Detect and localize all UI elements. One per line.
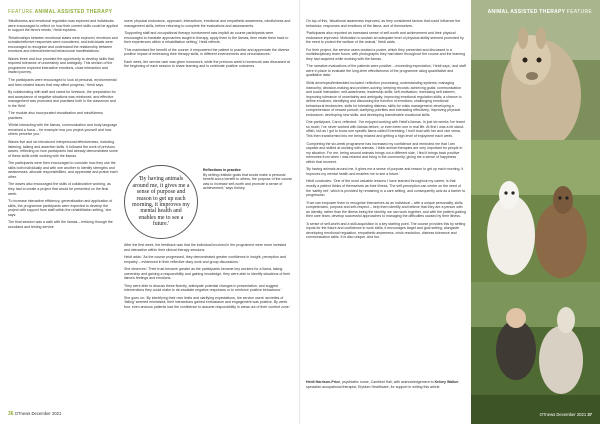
section-label: FEATURE [8,9,34,15]
article-column-2-top [124,19,292,72]
llama-photo-strip [471,0,600,424]
page-number-right: 37 [587,412,592,417]
paragraph: 'Completing the six-week programme has increased my confidence and reminded me that I am capable and skilled at working with animals. I think animal therapies are very important for people in my situation. For me, being around animals brings out a different side, I find it brings back positive memories from when I was relaxed and living in the community, giving me a sense of happiness within that moment. [306,141,463,164]
photo-two-llamas [471,140,600,282]
paragraph: 'Participants also reported an increased sense of self-worth and achievement and their physical endurance improved. Motivation to sustain an adequate level of physical ability seemed promoted by the need to protect the welfare of the animal,' Heidi adds. [306,31,464,45]
paragraph: By collaborating with staff and cared-for livestock, the preparation for and acceptance of negative situations was reinforced, and effective management was promoted and practised both in the classroom and in the 'field'. [8,90,116,108]
paragraph: 'By having animals around me, it gives me a sense of purpose and reason to get up each morning, it improves my mental health and enables me to see a future.' [306,167,464,176]
reflections-title: Reflections in practice [203,168,241,172]
paragraph: 'The participants were encouraged to look at personal, environmental and farm-related issues that may affect progress,' Heidi says. [8,78,117,87]
article-column-3 [306,19,466,243]
co-author-name: Kelsey Walker [434,380,459,384]
paragraph: The final session was a walk with the llamas – trekking through the woodland and testing service [8,220,113,229]
reflections-text: By setting realistic goals that would make a personal benefit and a benefit to others, the purpose of the course was to increase self-worth and promote a sense of achievement,' says Kelsey. [203,172,293,191]
photo-llama-closeup [471,0,600,150]
right-page-header [488,9,592,15]
page-number-left: 36 [8,411,14,417]
paragraph: 'Whilst interacting with the llamas, communication and body language remained a focus – for example how you project yourself and how others perceive you.' [8,123,118,137]
paragraph: The participants were then encouraged to consider how they use the skills both individually and with one another to identify strengths and weaknesses, allocate responsibilities, and appreciate and praise each other. [8,161,118,179]
page-gutter [299,0,301,424]
paragraph: Heidi concludes: 'One of the most valuable lessons I have learned throughout my career, is that mostly a patient thinks of themselves as their illness. The self-perception can centre on the need of the 'safety net', which is provided by remaining in a care setting, and consequently acts as a barrier to progression. [306,179,466,198]
paragraph: Waves three and four provided the opportunity to develop skills that required tolerance of uncertainty and ambiguity. This section of the programme explored interactive emotions, close interaction and inward journey. [8,56,114,75]
paragraph: One participant, Carol, reflected: 'I've enjoyed working with Heidi's llamas. In just six weeks I've learnt so much; I've never worked with llamas before, or even been one in real life. At first I was a bit stand-offish, but as I got to know one specific llama called Everesting, I built trust with her and vice versa. This then transformed into me being relaxed and getting a high level of enjoyment each week. [306,120,465,139]
publication-left: OTnews December 2021 [14,411,62,416]
section-label-right: FEATURE [566,9,592,15]
paragraph: 'Mindfulness and emotional regulation was explored and individuals were encouraged to reflect on how their current skills could be applied to support the farm's needs,' Heidi explains. [8,19,118,33]
publication-right: OTnews December 2021 [539,412,587,417]
article-column-2-bottom [124,243,292,313]
paragraph: users' physical endurance, approach, interactions, emotional and empathetic awareness, mindfulness and management skills, before returning to complete the evaluations and assessments. [124,19,291,28]
paragraph: 'The module also incorporated visualisation and mindfulness practices. [8,111,103,120]
paragraph: 'Relationships between emotional states were explored, emotions and somatic/reflexive responses were considered, and individuals were encouraged to recognise and understand the relationship between emotions and internal/external behavioural manifestations.' [8,35,118,54]
author-name: Heidi Harrison-Price [306,380,341,384]
left-page-footer [8,411,61,417]
pull-quote-text: 'By having animals around me, it gives me a sense of purpose and reason to get up each morning, it improves my mental health and enables me to see a future.' [132,176,190,228]
paragraph: 'Supporting staff and occupational therapy involvement was implicit as course participants were encouraged to translate approaches taught in therapy, apply them to the llamas, then relate them back to their experiences within a rehabilitation setting,' Heidi reflects. [124,31,289,45]
paragraph: Waves five and six introduced interpersonal effectiveness, including listening, talking and assertion skills. It followed the work of previous waves, reflecting on how participants had already demonstrated some of these skills while working with the llamas. [8,140,118,158]
llama-photos [471,0,600,424]
paragraph: Each week, the service user was given homework, while the previous week's homework was discussed at the beginning of each session to share learning and to celebrate positive outcomes. [124,59,290,69]
paragraph: 'A sense of self-worth and a skill-acquisition is a key starting point. The course provides this by setting inputs for the future and confidence in work skills, it encourages target and goal setting, alongside developing emotional regulation, empathetic awareness, crisis resolution, distress tolerance and communication skills. It is also unique. And fun.' [306,221,466,240]
feature-title-right: ANIMAL ASSISTED THERAPY [487,9,566,15]
photo-person-with-llama [471,282,600,424]
paragraph: Heidi adds: 'As the course progressed, they demonstrated greater confidence in insight, perception and empathy – evidenced in their reflective diary work and group discussions.' [124,255,286,264]
paragraph: Skills developed/embedded included: reflection processing; understanding systems; managing insecurity; decision-making and problem-solving; keeping records; achieving goals; communication and social interaction; self-awareness; leadership skills; self-motivation; increasing self-esteem; improving tolerance of uncertainty and ambiguity; improving emotional regulation skills; a chance to define emotions; identifying and discussing the function of emotions; challenging emotional behavioural tendencies; skills for tolerating distress; skills for crisis management; developing a comprehension of reward pursuit; clarifying priorities and interacting effectively; improving physical endurance; developing new skills; and developing transferable vocational skills. [306,81,462,117]
paragraph: 'The narrative evaluations of the patients were positive – exceeding expectation,' Heidi says, 'and staff were in place to evaluate the long-term effectiveness of the programme using quantitative and qualitative data.' [306,64,466,78]
paragraph: 'This maximised the benefit of the course: it empowered the patient to practise and appreciate the diverse positive impact of embracing their therapy skills, in different environments and circumstances.' [124,47,290,57]
feature-title: ANIMAL ASSISTED THERAPY [34,9,113,15]
paragraph: She goes on: 'By identifying their own limits and clarifying expectations, the service users' anxieties of 'failing' seemed minimised; their interactions gained enthusiasm and engagement was positive. By week four, even anxious patients had the confidence to assume responsibility in areas out of their comfort zone.' [124,295,291,310]
pull-quote [124,165,198,239]
co-author-bio: , specialist occupational therapist, Elysium Healthcare, for support in writing this article. [306,380,460,389]
reflections-box [203,168,293,194]
paragraph: For their project, the service users created a poster, which they presented and discussed in a multidisciplinary team forum, with photographs they had taken throughout the course and the learning they had acquired while working with the llamas. [306,47,466,61]
paragraph: They were able to discuss these fluently, anticipate potential changes in presentation, and suggest interventions they could make to de-escalate negative responses or to reinforce positive behaviours.' [124,283,282,293]
paragraph: She observes: 'Their trust became greater as the participants became key workers for a llama, taking ownership and gaining a responsibility and gaining knowledge, they were able to identify situations of their llama's feelings and emotions. [124,267,291,281]
paragraph: After the first week, the feedback was that the individual involved in the programme were more invested and interactive within their clinical therapy sessions. [124,243,287,252]
right-page-footer [540,412,592,417]
paragraph: The waves also encouraged the skills of collaborative working, as they had to create a project that would be presented on the final week. [8,182,111,196]
paragraph: 'To increase interactive efficiency, generalisation and application of skills, the programme participants were expected to develop the project with support from staff within the rehabilitation setting,' she says. [8,199,113,217]
author-credit [306,380,466,392]
paragraph: 'If we can empower them to recognise themselves as an individual – with a unique personality, skills, competencies, purpose and self-respect – help them identify and believe that they are a person with an identity, rather than the illness being the identity, we can work together, and with the patient guiding their care team, develop successful approaches to managing the difficulties caused by their illness. [306,200,466,219]
article-column-1 [8,19,118,232]
paragraph: On top of this, 'situational awareness improved, as they considered factors that could influence the behaviour, responses and emotions of the llama, and of themselves. [306,19,461,28]
author-bio: , psychiatric nurse, Camfield Hall, with acknowledgement to [340,380,434,384]
left-page-header [8,9,112,15]
